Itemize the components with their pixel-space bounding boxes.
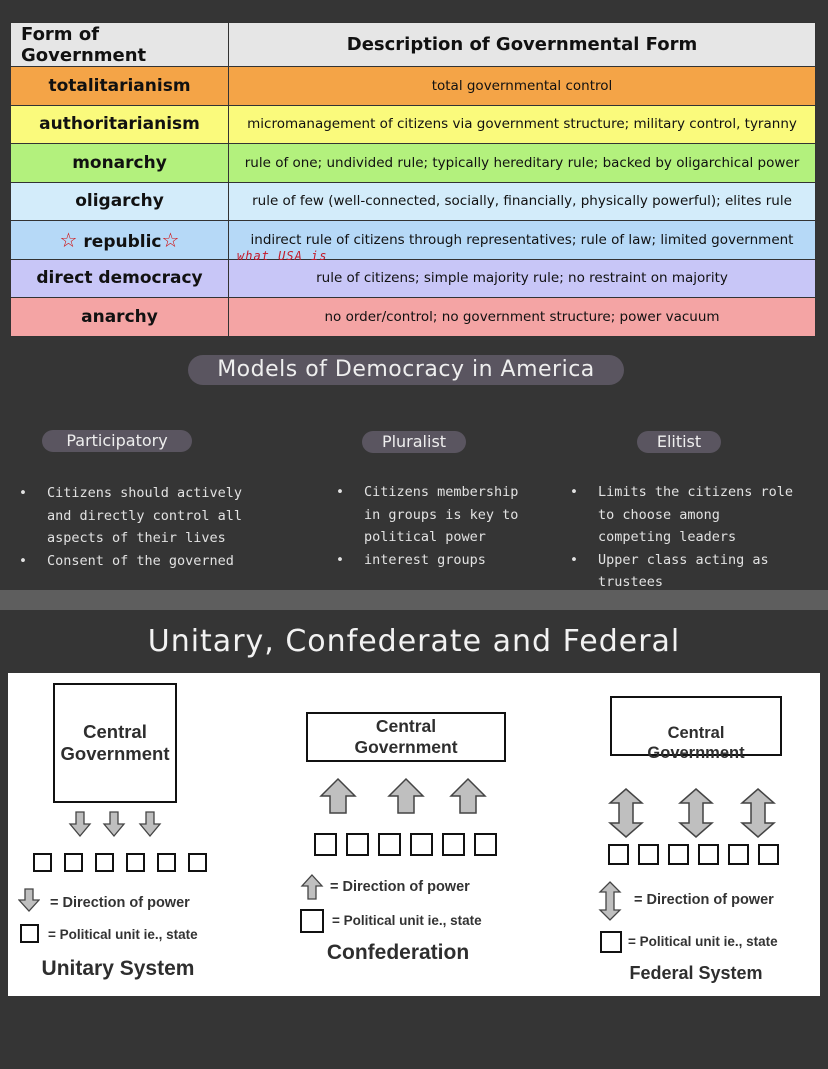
confederation-central-label: Central Government [354, 716, 458, 757]
pluralist-list [364, 481, 529, 571]
federal-legend-unit: = Political unit ie., state [628, 934, 778, 949]
confederation-legend-unit: = Political unit ie., state [332, 913, 482, 928]
form-description: total governmental control [229, 67, 816, 106]
form-name: anarchy [11, 298, 229, 337]
form-description: rule of few (well-connected, socially, financially, physically powerful); elites rule [229, 182, 816, 221]
unitary-legend-power: = Direction of power [50, 895, 190, 911]
systems-title: Unitary, Confederate and Federal [147, 624, 681, 659]
star-icon: ☆ [161, 227, 180, 252]
list-item: • Limits the citizens role to choose among competing leaders [598, 481, 798, 549]
table-row [11, 144, 816, 183]
form-description [229, 221, 816, 263]
arrow-down-icon [70, 812, 90, 836]
list-item: • Upper class acting as trustees [598, 549, 798, 594]
star-icon: ☆ [59, 227, 78, 252]
form-description: rule of one; undivided rule; typically hereditary rule; backed by oligarchical power [229, 144, 816, 183]
form-description: micromanagement of citizens via government structure; military control, tyranny [229, 105, 816, 144]
federal-double-arrows [608, 787, 788, 839]
confederation-system-name: Confederation [326, 941, 470, 964]
pluralist-label: Pluralist [362, 431, 466, 453]
arrow-down-icon [18, 887, 40, 913]
form-description: no order/control; no government structure; power vacuum [229, 298, 816, 337]
unitary-system-name: Unitary System [41, 957, 195, 980]
unitary-legend-unit: = Political unit ie., state [48, 927, 198, 942]
arrow-updown-icon [742, 789, 774, 837]
arrow-up-icon [300, 873, 324, 901]
table-row [11, 221, 816, 260]
table-row [11, 182, 816, 221]
list-item: • interest groups [364, 549, 529, 572]
table-row [11, 259, 816, 298]
form-name: direct democracy [11, 259, 229, 298]
unit-square-icon [600, 931, 622, 953]
list-item: • Citizens membership in groups is key to political power [364, 481, 529, 549]
list-item: • Consent of the governed [47, 550, 257, 573]
elitist-label: Elitist [637, 431, 721, 453]
unitary-central-label: Central Government [60, 721, 170, 764]
arrow-down-icon [104, 812, 124, 836]
arrow-updown-icon [598, 881, 622, 923]
republic-description: indirect rule of citizens through representatives; rule of law; limited government [250, 231, 794, 248]
table-row [11, 105, 816, 144]
table-row [11, 298, 816, 337]
federal-legend-power: = Direction of power [634, 892, 774, 908]
header-description: Description of Governmental Form [229, 23, 816, 67]
header-form: Form of Government [11, 23, 229, 67]
elitist-list [598, 481, 798, 594]
federal-system-name: Federal System [629, 963, 763, 983]
form-name: monarchy [11, 144, 229, 183]
unit-square-icon [300, 909, 324, 933]
handwritten-note: what USA is [237, 248, 328, 263]
federal-central-label: Central Government [647, 724, 745, 762]
participatory-list [47, 482, 257, 572]
form-name: authoritarianism [11, 105, 229, 144]
list-item: • Citizens should actively and directly control all aspects of their lives [47, 482, 257, 550]
arrow-updown-icon [680, 789, 712, 837]
table-row [11, 67, 816, 106]
section-divider [0, 590, 828, 610]
unitary-down-arrows [66, 810, 166, 840]
models-title: Models of Democracy in America [188, 355, 624, 385]
form-name-republic [11, 221, 229, 260]
arrow-up-icon [451, 779, 485, 813]
unit-square-icon [20, 924, 39, 943]
confederation-up-arrows [318, 777, 498, 817]
arrow-up-icon [321, 779, 355, 813]
arrow-down-icon [140, 812, 160, 836]
republic-label: republic [83, 231, 162, 252]
form-name: totalitarianism [11, 67, 229, 106]
arrow-up-icon [389, 779, 423, 813]
systems-diagram [8, 673, 820, 996]
form-name: oligarchy [11, 182, 229, 221]
arrow-updown-icon [610, 789, 642, 837]
participatory-label: Participatory [42, 430, 192, 452]
form-description: rule of citizens; simple majority rule; no restraint on majority [229, 259, 816, 298]
government-forms-table [10, 22, 816, 337]
confederation-legend-power: = Direction of power [330, 879, 470, 895]
